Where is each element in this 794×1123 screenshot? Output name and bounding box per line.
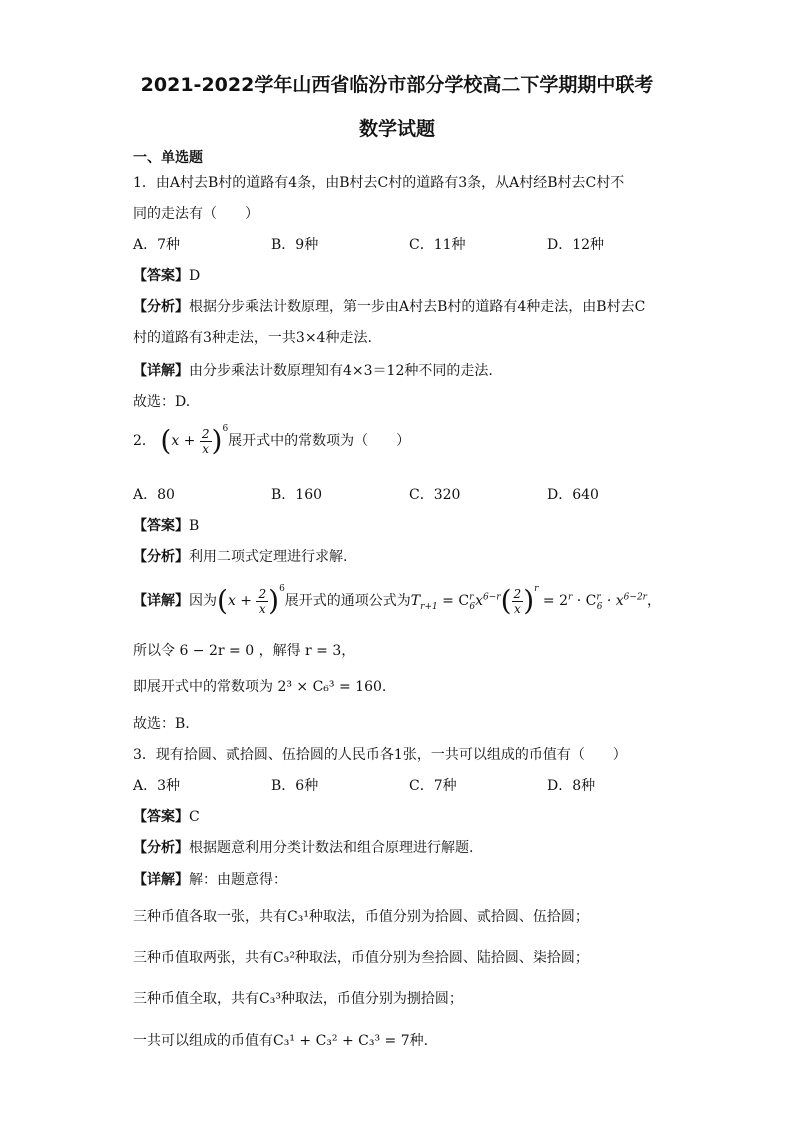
left-paren: ( <box>217 584 228 617</box>
q1-option-b: B．9种 <box>271 237 319 253</box>
q1-stem-line1: 1．由A村去B村的道路有4条，由B村去C村的道路有3条，从A村经B村去C村不 <box>133 175 625 191</box>
q2-detail-line3: 即展开式中的常数项为 2³ × C₆³ = 160. <box>133 679 387 695</box>
q1-analysis-line1 <box>133 296 645 316</box>
q2-analysis <box>133 546 347 566</box>
q3-detail-line2: 三种币值取两张，共有C₃²种取法，币值分别为叁拾圆、陆拾圆、柒拾圆； <box>133 950 589 966</box>
q1-answer <box>133 265 200 285</box>
q2-option-a: A．80 <box>133 487 175 503</box>
detail-prefix: 因为 <box>189 593 217 609</box>
formula-two-sup: r <box>567 592 573 603</box>
fraction-denominator: x <box>258 601 266 616</box>
q3-detail-line3: 三种币值全取，共有C₃³种取法，币值分别为捌拾圆； <box>133 991 463 1007</box>
detail-text: 解：由题意得： <box>189 872 287 888</box>
q3-answer <box>133 806 200 826</box>
q2-options <box>133 484 685 504</box>
answer-tag: 【答案】 <box>133 518 189 534</box>
analysis-tag: 【分析】 <box>133 299 189 315</box>
fraction-numerator: 2 <box>201 426 210 441</box>
answer-tag: 【答案】 <box>133 809 189 825</box>
q3-option-d: D．8种 <box>547 778 596 794</box>
q2-answer <box>133 515 199 535</box>
formula-t-sub: r+1 <box>420 601 438 612</box>
formula-x: x <box>475 593 484 609</box>
analysis-text: 根据题意利用分类计数法和组合原理进行解题. <box>189 840 474 856</box>
question-number: 2． <box>133 433 156 449</box>
formula-c2-sup: r <box>596 592 601 603</box>
analysis-tag: 【分析】 <box>133 840 189 856</box>
q3-option-b: B．6种 <box>271 778 319 794</box>
detail-tag: 【详解】 <box>133 872 189 888</box>
q2-conclusion: 故选：B. <box>133 716 190 732</box>
q2-stem-text: 展开式中的常数项为（ ） <box>228 433 411 449</box>
q1-stem-line2: 同的走法有（ ） <box>133 206 259 222</box>
answer-value: C <box>189 809 200 825</box>
analysis-text: 利用二项式定理进行求解. <box>189 549 348 565</box>
q2-option-b: B．160 <box>271 487 323 503</box>
q2-detail <box>133 584 661 616</box>
formula-x-sup: 6−r <box>483 592 501 603</box>
formula-c-sup: r <box>469 592 474 603</box>
section-heading: 一、单选题 <box>133 150 203 166</box>
formula-left-paren: ( <box>500 584 512 617</box>
q1-conclusion: 故选：D. <box>133 394 191 410</box>
answer-value: B <box>189 518 200 534</box>
q3-analysis <box>133 837 473 857</box>
q1-detail <box>133 360 493 380</box>
formula-end: ， <box>646 593 661 609</box>
q1-option-c: C．11种 <box>409 237 466 253</box>
q3-detail-line4: 一共可以组成的币值有C₃¹ + C₃² + C₃³ = 7种. <box>133 1033 429 1049</box>
q3-option-c: C．7种 <box>409 778 457 794</box>
detail-tag: 【详解】 <box>133 593 189 609</box>
formula-c: = C <box>442 593 470 609</box>
formula-c2-sub: 6 <box>596 601 603 612</box>
detail-tag: 【详解】 <box>133 363 189 379</box>
formula-t: T <box>410 593 421 609</box>
fraction-numerator: 2 <box>258 586 267 601</box>
q3-option-a: A．3种 <box>133 778 181 794</box>
formula-power: r <box>534 584 539 594</box>
right-paren: ) <box>268 584 280 617</box>
exponent: 6 <box>279 584 285 594</box>
q1-option-a: A．7种 <box>133 237 181 253</box>
q2-option-c: C．320 <box>409 487 461 503</box>
expr-x: x <box>171 433 180 449</box>
expr-plus: + <box>183 433 196 449</box>
formula-c-sub: 6 <box>469 601 476 612</box>
answer-value: D <box>189 268 201 284</box>
fraction <box>200 427 212 456</box>
formula-dot-c: · C <box>576 593 597 609</box>
formula-fraction <box>512 587 524 616</box>
q3-stem: 3．现有拾圆、贰拾圆、伍拾圆的人民币各1张，一共可以组成的币值有（ ） <box>133 747 627 763</box>
fraction <box>256 587 268 616</box>
q2-detail-line2: 所以令 6 − 2r = 0 ，解得 r = 3， <box>133 643 356 659</box>
q1-options <box>133 234 685 254</box>
document-title: 2021-2022学年山西省临汾市部分学校高二下学期期中联考 <box>140 74 654 96</box>
document-subtitle: 数学试题 <box>358 118 435 140</box>
q3-detail <box>133 869 287 889</box>
expr-x: x <box>227 593 236 609</box>
formula-x2-sup: 6−2r <box>623 592 647 603</box>
q2-option-d: D．640 <box>547 487 599 503</box>
formula-dot-x: · x <box>606 593 624 609</box>
q1-option-d: D．12种 <box>547 237 605 253</box>
analysis-tag: 【分析】 <box>133 549 189 565</box>
formula-fraction-denominator: x <box>513 601 521 616</box>
general-term-formula <box>410 584 661 617</box>
expr-plus: + <box>240 593 253 609</box>
formula-two: = 2 <box>542 593 568 609</box>
left-paren: ( <box>160 424 172 457</box>
q3-options <box>133 775 685 795</box>
detail-text: 由分步乘法计数原理知有4×3＝12种不同的走法. <box>189 363 493 379</box>
q1-analysis-line2: 村的道路有3种走法，一共3×4种走法. <box>133 330 372 346</box>
exponent: 6 <box>222 424 229 434</box>
fraction-denominator: x <box>202 441 210 456</box>
detail-mid: 展开式的通项公式为 <box>284 593 411 609</box>
answer-tag: 【答案】 <box>133 268 189 284</box>
formula-right-paren: ) <box>523 584 535 617</box>
right-paren: ) <box>211 424 223 457</box>
formula-fraction-numerator: 2 <box>513 586 522 601</box>
analysis-text: 根据分步乘法计数原理，第一步由A村去B村的道路有4种走法，由B村去C <box>189 299 646 315</box>
q2-stem <box>133 424 410 456</box>
q3-detail-line1: 三种币值各取一张，共有C₃¹种取法，币值分别为拾圆、贰拾圆、伍拾圆； <box>133 909 589 925</box>
